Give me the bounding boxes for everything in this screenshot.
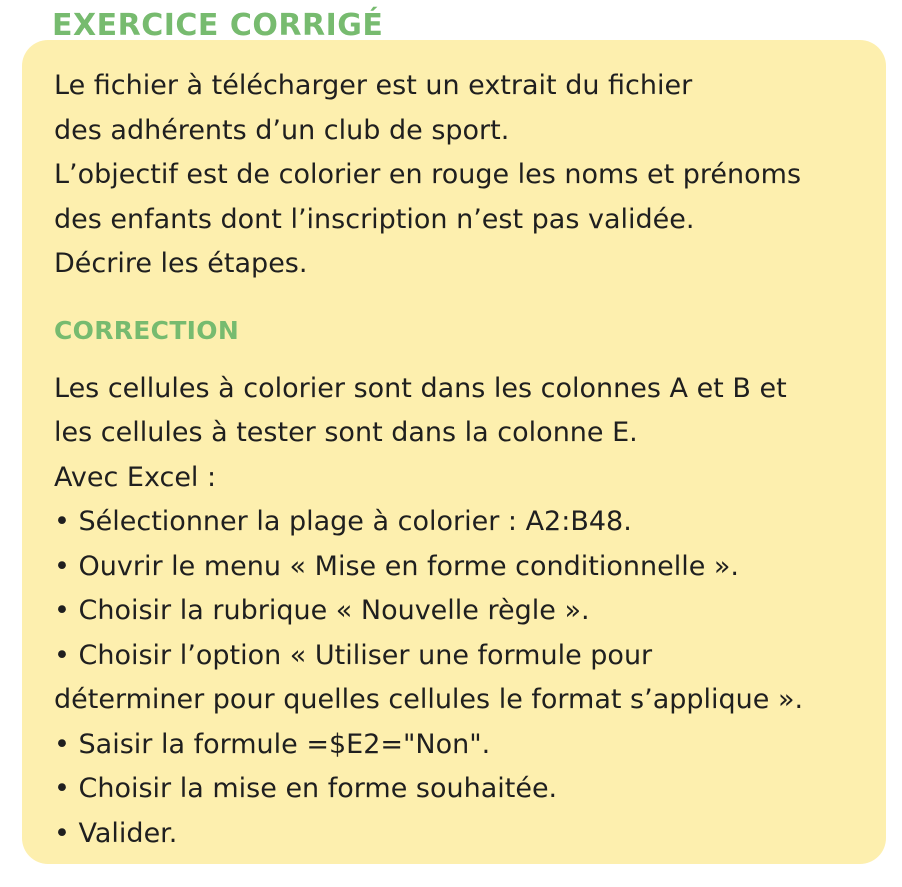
correction-body [54,367,858,857]
exercise-title: EXERCICE CORRIGÉ [52,8,384,43]
statement-line: des enfants dont l’inscription n’est pas validée. [54,203,695,235]
correction-step: • Choisir la mise en forme souhaitée. [54,773,558,804]
correction-line: Avec Excel : [54,461,217,493]
correction-step: • Valider. [54,817,178,849]
statement-line: L’objectif est de colorier en rouge les noms et prénoms [54,159,802,190]
correction-step: • Choisir l’option « Utiliser une formule pour [54,639,653,671]
correction-step: • Ouvrir le menu « Mise en forme conditionnelle ». [54,550,740,582]
correction-step: • Sélectionner la plage à colorier : A2:B48. [54,506,632,537]
correction-step: • Choisir la rubrique « Nouvelle règle ». [54,595,590,626]
statement-line: Décrire les étapes. [54,248,308,279]
correction-line: les cellules à tester sont dans la colonne E. [54,417,638,448]
correction-line: Les cellules à colorier sont dans les colonnes A et B et [54,372,787,404]
statement-line: Le fichier à télécharger est un extrait du fichier [54,70,693,101]
correction-step-continuation: déterminer pour quelles cellules le format s’applique ». [54,684,804,715]
exercise-card [22,40,886,864]
exercise-statement [54,64,858,287]
statement-line: des adhérents d’un club de sport. [54,114,510,146]
correction-step: • Saisir la formule =$E2="Non". [54,728,491,760]
correction-heading: CORRECTION [54,315,240,345]
